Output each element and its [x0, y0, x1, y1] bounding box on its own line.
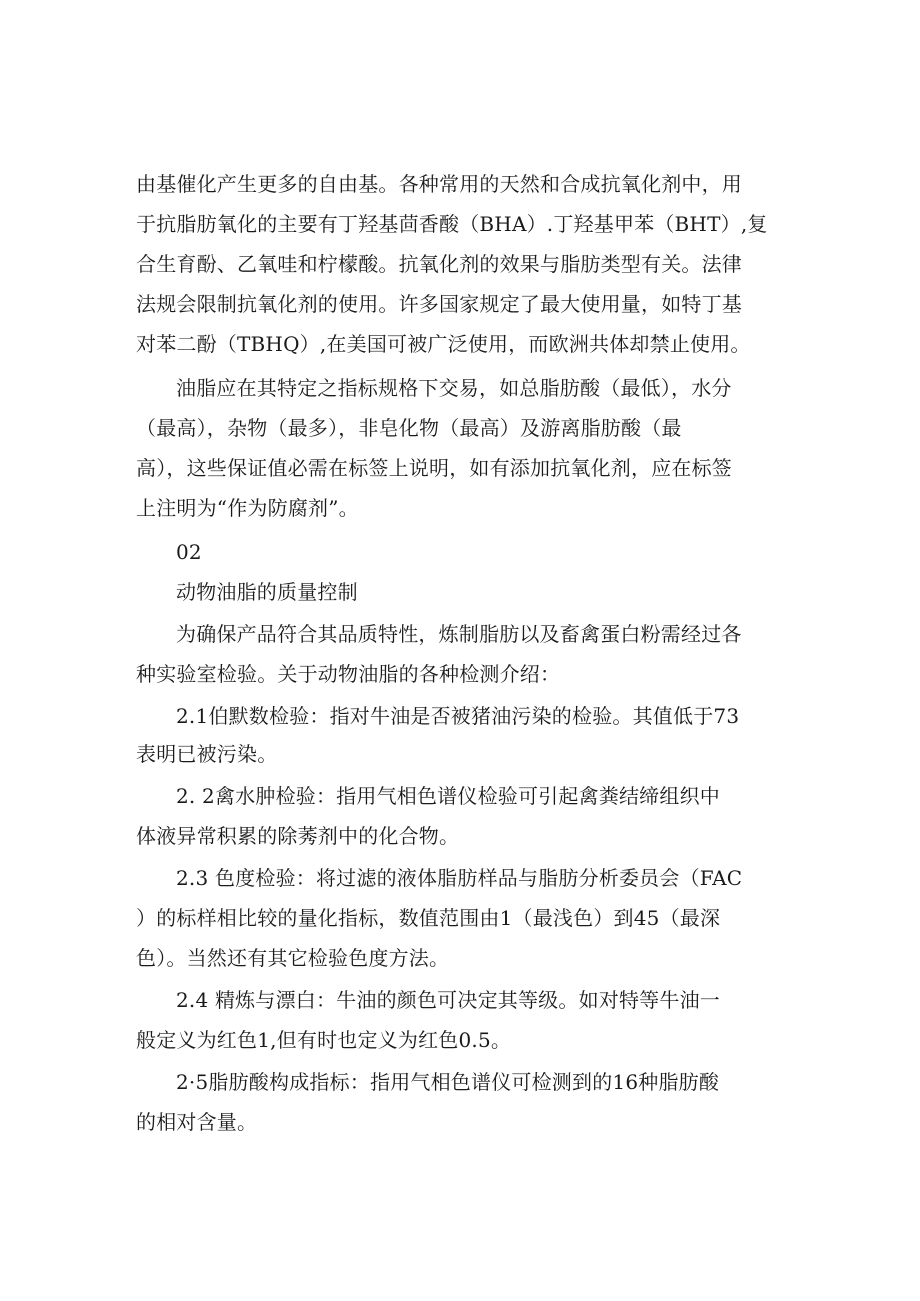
text-line: 由基催化产生更多的自由基。各种常用的天然和合成抗氧化剂中，用 [136, 172, 742, 196]
text-line: 2. 2禽水肿检验：指用气相色谱仪检验可引起禽粪结缔组织中 [176, 784, 720, 808]
text-line: ）的标样相比较的量化指标，数值范围由1（最浅色）到45（最深 [136, 906, 721, 930]
text-line: 的相对含量。 [136, 1110, 258, 1134]
text-line: 于抗脂肪氧化的主要有丁羟基茴香酸（BHA）.丁羟基甲苯（BHT）,复 [136, 212, 768, 236]
text-line: 法规会限制抗氧化剂的使用。许多国家规定了最大使用量，如特丁基 [136, 292, 742, 316]
text-line: 色）。当然还有其它检验色度方法。 [136, 946, 450, 970]
text-line: 体液异常积累的除莠剂中的化合物。 [136, 824, 460, 848]
text-line: 2·5脂肪酸构成指标：指用气相色谱仪可检测到的16种脂肪酸 [176, 1070, 720, 1094]
text-line: 般定义为红色1,但有时也定义为红色0.5。 [136, 1028, 512, 1052]
text-line: 种实验室检验。关于动物油脂的各种检测介绍： [136, 662, 561, 686]
text-line: 高），这些保证值必需在标签上说明，如有添加抗氧化剂，应在标签 [136, 456, 732, 480]
text-line: 对苯二酚（TBHQ）,在美国可被广泛使用，而欧洲共体却禁止使用。 [136, 332, 751, 356]
text-line: 油脂应在其特定之指标规格下交易，如总脂肪酸（最低），水分 [176, 376, 732, 400]
text-line: 表明已被污染。 [136, 742, 278, 766]
text-line: 为确保产品符合其品质特性，炼制脂肪以及畜禽蛋白粉需经过各 [176, 622, 742, 646]
text-line: 上注明为“作为防腐剂”。 [136, 496, 359, 520]
section-number: 02 [176, 540, 202, 564]
text-line: 2.3 色度检验：将过滤的液体脂肪样品与脂肪分析委员会（FAC [176, 866, 743, 890]
text-line: 2.1伯默数检验：指对牛油是否被猪油污染的检验。其值低于73 [176, 704, 740, 728]
text-line: 合生育酚、乙氧哇和柠檬酸。抗氧化剂的效果与脂肪类型有关。法律 [136, 252, 742, 276]
text-line: （最高），杂物（最多），非皂化物（最高）及游离脂肪酸（最 [136, 416, 682, 440]
text-line: 2.4 精炼与漂白：牛油的颜色可决定其等级。如对特等牛油一 [176, 988, 720, 1012]
section-heading: 动物油脂的质量控制 [176, 580, 358, 604]
